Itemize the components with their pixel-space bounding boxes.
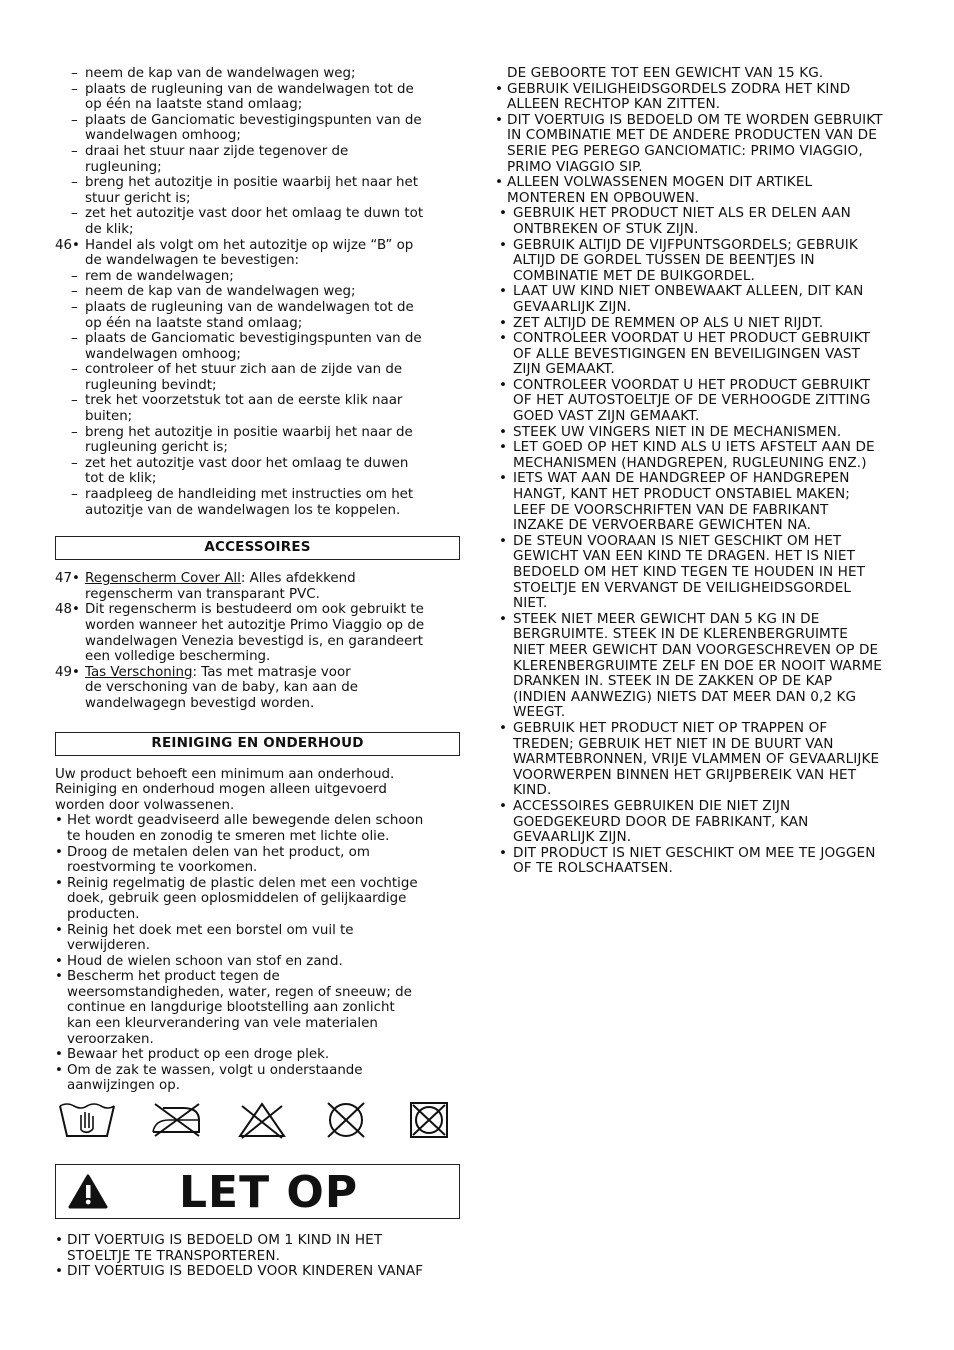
line-text: BERGRUIMTE. STEEK IN DE KLERENBERGRUIMTE [513, 626, 848, 643]
step-line [55, 440, 460, 456]
item-47-line [55, 587, 460, 603]
line-text: DIT VOERTUIG IS BEDOELD VOOR KINDEREN VANAF [67, 1263, 424, 1280]
list-marker: • [499, 610, 508, 627]
line-text: wandelwagen Venezia bevestigd is, en garandeert [85, 633, 423, 649]
line-text: TREDEN; GEBRUIK HET NIET IN DE BUURT VAN [513, 735, 834, 752]
list-marker: – [71, 284, 78, 300]
line-text: DIT VOERTUIG IS BEDOELD OM TE WORDEN GEBRUIKT [507, 111, 883, 128]
warning-line [493, 612, 903, 628]
line-text: breng het autozitje in positie waarbij het naar de [85, 424, 413, 440]
warning-line [493, 581, 903, 597]
step-line [55, 128, 460, 144]
warning-line [493, 768, 903, 784]
line-text: te houden en zonodig te smeren met lichte olie. [67, 828, 390, 844]
warning-line [493, 253, 903, 269]
line-text: op één na laatste stand omlaag; [85, 97, 303, 113]
line-text: wandelwagegn bevestigd worden. [85, 695, 315, 711]
list-marker: – [71, 81, 78, 97]
list-marker: 49• [55, 664, 80, 680]
step-line [55, 456, 460, 472]
step-line [55, 222, 460, 238]
line-text: IN COMBINATIE MET DE ANDERE PRODUCTEN VAN DE [507, 127, 877, 144]
bullet-line [55, 1063, 460, 1079]
line-text: Houd de wielen schoon van stof en zand. [67, 953, 343, 969]
line-text: GEBRUIK ALTIJD DE VIJFPUNTSGORDELS; GEBRUIK [513, 236, 858, 253]
line-text: COMBINATIE MET DE BUIKGORDEL. [513, 267, 755, 284]
list-marker: – [71, 299, 78, 315]
line-text: buiten; [85, 409, 133, 425]
list-marker: 48• [55, 602, 80, 618]
item-49-line [55, 696, 460, 712]
warning-line [493, 425, 903, 441]
line-text: ONTBREKEN OF STUK ZIJN. [513, 220, 699, 237]
step-line [55, 471, 460, 487]
list-marker: • [499, 283, 508, 300]
warning-line [493, 191, 903, 207]
list-marker: – [71, 66, 78, 81]
line-text: ALLEEN VOLWASSENEN MOGEN DIT ARTIKEL [507, 174, 813, 191]
warning-line [493, 643, 903, 659]
warning-line [493, 721, 903, 737]
line-text: MONTEREN EN OPBOUWEN. [507, 189, 700, 206]
step-line [55, 66, 460, 82]
step-line [55, 503, 460, 519]
step-line [55, 82, 460, 98]
list-marker: • [55, 813, 63, 829]
item-46-line [55, 238, 460, 254]
line-text: plaats de Ganciomatic bevestigingspunten van de [85, 331, 422, 347]
list-marker: • [55, 875, 63, 891]
list-marker: – [71, 112, 78, 128]
warning-line [55, 1264, 460, 1280]
list-marker: • [499, 797, 508, 814]
bullet-line [55, 954, 460, 970]
bullet-line [55, 923, 460, 939]
warning-line [493, 160, 903, 176]
list-marker: • [499, 439, 508, 456]
bullet-line [55, 1000, 460, 1016]
bullet-line [55, 876, 460, 892]
list-marker: – [71, 268, 78, 284]
warning-line [493, 674, 903, 690]
list-marker: – [71, 487, 78, 503]
line-text: NIET MEER GEWICHT DAN VOORGESCHREVEN OP DE [513, 641, 879, 658]
line-text: GEBRUIK HET PRODUCT NIET OP TRAPPEN OF [513, 719, 828, 736]
step-line [55, 487, 460, 503]
line-text: worden door volwassenen. [55, 797, 235, 813]
step-line [55, 331, 460, 347]
list-marker: – [71, 362, 78, 378]
list-marker: – [71, 455, 78, 471]
line-text: DE STEUN VOORAAN IS NIET GESCHIKT OM HET [513, 532, 842, 549]
line-text: DE GEBOORTE TOT EEN GEWICHT VAN 15 KG. [507, 65, 824, 81]
warning-line [493, 503, 903, 519]
line-text: STOELTJE TE TRANSPORTEREN. [67, 1247, 281, 1264]
bullet-line [55, 907, 460, 923]
line-text: MECHANISMEN (HANDGREPEN, RUGLEUNING ENZ.) [513, 454, 867, 471]
line-text: plaats de rugleuning van de wandelwagen tot de [85, 299, 414, 315]
step-line [55, 269, 460, 285]
step-line [55, 206, 460, 222]
list-marker: • [495, 174, 504, 191]
line-text: ZIJN GEMAAKT. [513, 361, 615, 378]
line-text: Reinig het doek met een borstel om vuil te [67, 922, 354, 938]
warning-line [493, 82, 903, 98]
line-text: GEVAARLIJK ZIJN. [513, 298, 632, 315]
line-text: een volledige bescherming. [85, 649, 271, 665]
item-47 [55, 571, 460, 587]
line-text: producten. [67, 906, 140, 922]
warning-line [493, 269, 903, 285]
line-text: INZAKE DE VERVOERBARE GEWICHTEN NA. [513, 517, 812, 534]
product-name-link: Regenscherm Cover All [85, 571, 241, 587]
warning-line [493, 300, 903, 316]
list-marker: • [499, 376, 508, 393]
bullet-line [55, 1016, 460, 1032]
line-text: trek het voorzetstuk tot aan de eerste klik naar [85, 393, 403, 409]
step-line [55, 300, 460, 316]
bullet-line [55, 985, 460, 1001]
step-line [55, 393, 460, 409]
line-text: ZET ALTIJD DE REMMEN OP ALS U NIET RIJDT. [513, 314, 824, 331]
list-marker: – [71, 143, 78, 159]
warning-line [493, 128, 903, 144]
warning-line [493, 752, 903, 768]
line-text: STOELTJE EN VERVANGT DE VEILIGHEIDSGORDEL [513, 579, 852, 596]
line-text: Droog de metalen delen van het product, om [67, 844, 370, 860]
line-text: verwijderen. [67, 938, 150, 954]
step-line [55, 113, 460, 129]
list-marker: • [499, 844, 508, 861]
step-line [55, 378, 460, 394]
line-text: Het wordt geadviseerd alle bewegende delen schoon [67, 813, 424, 829]
list-marker: • [55, 953, 63, 969]
warning-line [493, 471, 903, 487]
warning-line [493, 284, 903, 300]
bullet-line [55, 938, 460, 954]
warning-line [493, 97, 903, 113]
step-line [55, 284, 460, 300]
line-text: GEVAARLIJK ZIJN. [513, 829, 632, 846]
line-text: stuur gericht is; [85, 190, 191, 206]
warning-line [493, 549, 903, 565]
list-marker: – [71, 331, 78, 347]
warning-line [493, 815, 903, 831]
line-text: regenscherm van transparant PVC. [85, 586, 320, 602]
line-text: NIET. [513, 595, 548, 612]
warning-line [55, 1233, 460, 1249]
warning-line [493, 627, 903, 643]
line-text: rugleuning bevindt; [85, 377, 217, 393]
list-marker: • [499, 330, 508, 347]
line-text: GOEDGEKEURD DOOR DE FABRIKANT, KAN [513, 813, 809, 830]
warning-line [493, 206, 903, 222]
warning-line [493, 222, 903, 238]
line-text: doek, gebruik geen oplosmiddelen of gelijkaardige [67, 891, 407, 907]
warning-line [493, 456, 903, 472]
line-text: ALTIJD DE GORDEL TUSSEN DE BEENTJES IN [513, 252, 815, 269]
line-text: plaats de rugleuning van de wandelwagen tot de [85, 81, 414, 97]
line-text: GEBRUIK VEILIGHEIDSGORDELS ZODRA HET KIND [507, 80, 851, 97]
line-text: CONTROLEER VOORDAT U HET PRODUCT GEBRUIKT [513, 330, 871, 347]
line-text: HANGT, KANT HET PRODUCT ONSTABIEL MAKEN; [513, 486, 850, 503]
product-name-link: Tas Verschoning [85, 664, 193, 680]
line-text: Handel als volgt om het autozitje op wijze “B” op [85, 237, 414, 253]
line-text: Reinig regelmatig de plastic delen met een vochtige [67, 875, 418, 891]
line-text: worden wanneer het autozitje Primo Viaggio op de [85, 618, 425, 633]
warning-line [493, 175, 903, 191]
list-marker: • [55, 1232, 64, 1249]
line-text: rem de wandelwagen; [85, 268, 234, 284]
warning-line [493, 737, 903, 753]
step-line [55, 144, 460, 160]
line-text: GOED VAST ZIJN GEMAAKT. [513, 408, 700, 425]
line-text: OF ALLE BEVESTIGINGEN EN BEVEILIGINGEN VAST [513, 345, 861, 362]
line-text: wandelwagen omhoog; [85, 128, 241, 144]
line-text: DRANKEN IN. STEEK IN DE ZAKKEN OP DE KAP [513, 673, 833, 690]
section-header-accessoires: ACCESSOIRES [55, 536, 460, 560]
line-text: de verschoning van de baby, kan aan de [85, 680, 359, 696]
line-text: LET GOED OP HET KIND ALS U IETS AFSTELT AAN DE [513, 439, 875, 456]
list-marker: • [55, 844, 63, 860]
list-marker: 46• [55, 237, 80, 253]
line-text: ALLEEN RECHTOP KAN ZITTEN. [507, 96, 721, 113]
warning-line [493, 861, 903, 877]
step-line [55, 191, 460, 207]
list-marker: • [55, 922, 63, 938]
line-text: draai het stuur naar zijde tegenover de [85, 143, 349, 159]
line-text: ACCESSOIRES GEBRUIKEN DIE NIET ZIJN [513, 797, 791, 814]
step-line [55, 97, 460, 113]
warning-line [55, 1249, 460, 1265]
item-46-line [55, 253, 460, 269]
line-text: VOORWERPEN BINNEN HET GRIJPBEREIK VAN HET [513, 766, 857, 783]
warning-line [493, 362, 903, 378]
line-text: OF HET AUTOSTOELTJE OF DE VERHOOGDE ZITTING [513, 392, 871, 409]
step-line [55, 425, 460, 441]
bullet-line [55, 860, 460, 876]
line-text: autozitje van de wandelwagen los te koppelen. [85, 502, 401, 518]
step-line [55, 347, 460, 363]
line-text: CONTROLEER VOORDAT U HET PRODUCT GEBRUIKT [513, 376, 871, 393]
warning-line [493, 316, 903, 332]
warning-line [493, 596, 903, 612]
section-header-reiniging: REINIGING EN ONDERHOUD [55, 732, 460, 756]
line-text: controleer of het stuur zich aan de zijde van de [85, 362, 403, 378]
item-48-line [55, 602, 460, 618]
line-text: roestvorming te voorkomen. [67, 860, 258, 876]
line-text: breng het autozitje in positie waarbij het naar het [85, 175, 419, 191]
line-text: STEEK NIET MEER GEWICHT DAN 5 KG IN DE [513, 610, 820, 627]
warning-line [493, 487, 903, 503]
line-text: PRIMO VIAGGIO SIP. [507, 158, 643, 175]
line-text: plaats de Ganciomatic bevestigingspunten van de [85, 112, 422, 128]
line-text: rugleuning; [85, 159, 162, 175]
step-line [55, 160, 460, 176]
warning-line [493, 378, 903, 394]
warning-line [493, 347, 903, 363]
line-text: weersomstandigheden, water, regen of sneeuw; de [67, 984, 412, 1000]
list-marker: – [71, 206, 78, 222]
line-text: Dit regenscherm is bestudeerd om ook gebruikt te [85, 602, 424, 618]
list-marker: – [71, 175, 78, 191]
care-symbols [55, 1098, 460, 1146]
list-marker: • [499, 719, 508, 736]
list-marker: • [499, 236, 508, 253]
list-marker: • [55, 969, 63, 985]
list-marker: • [499, 532, 508, 549]
line-text: DIT VOERTUIG IS BEDOELD OM 1 KIND IN HET [67, 1232, 383, 1249]
warning-line [493, 409, 903, 425]
line-text: LEEF DE VOORSCHRIFTEN VAN DE FABRIKANT [513, 501, 829, 518]
bullet-line [55, 1078, 460, 1094]
line-text: de klik; [85, 221, 134, 237]
line-text: LAAT UW KIND NIET ONBEWAAKT ALLEEN, DIT KAN [513, 283, 864, 300]
line-text: veroorzaken. [67, 1031, 154, 1047]
warning-line [493, 66, 903, 82]
bullet-line [55, 845, 460, 861]
paragraph-line [55, 798, 460, 814]
line-text: op één na laatste stand omlaag; [85, 315, 303, 331]
line-text: raadpleeg de handleiding met instructies om het [85, 487, 414, 503]
line-text: KIND. [513, 782, 552, 799]
warning-banner [55, 1164, 460, 1219]
line-text: WEEGT. [513, 704, 566, 721]
paragraph-line [55, 767, 460, 783]
step-line [55, 175, 460, 191]
warning-line [493, 113, 903, 129]
line-text: Bewaar het product op een droge plek. [67, 1047, 330, 1063]
warning-line [493, 238, 903, 254]
list-marker: • [55, 1047, 63, 1063]
warning-line [493, 830, 903, 846]
item-49 [55, 665, 460, 681]
list-marker: • [55, 1263, 64, 1280]
line-text: STEEK UW VINGERS NIET IN DE MECHANISMEN. [513, 423, 842, 440]
item-48-line [55, 649, 460, 665]
warning-line [493, 783, 903, 799]
list-marker: • [495, 111, 504, 128]
bullet-line [55, 891, 460, 907]
line-text: WARMTEBRONNEN, VRIJE VLAMMEN OF GEVAARLIJKE [513, 751, 880, 768]
warning-line [493, 144, 903, 160]
warning-line [493, 393, 903, 409]
list-marker: • [499, 423, 508, 440]
warning-line [493, 565, 903, 581]
line-text: BEDOELD OM HET KIND TEGEN TE HOUDEN IN HET [513, 564, 866, 580]
bullet-line [55, 829, 460, 845]
item-48-line [55, 634, 460, 650]
list-marker: – [71, 424, 78, 440]
right-column [493, 66, 903, 877]
warning-line [493, 799, 903, 815]
list-marker: • [499, 470, 508, 487]
step-line [55, 316, 460, 332]
warning-line [493, 846, 903, 862]
line-text: tot de klik; [85, 471, 157, 487]
list-marker: • [495, 80, 504, 97]
line-text: (INDIEN AANWEZIG) NIETS DAT MEER DAN 0,2 KG [513, 688, 857, 705]
line-text: : Alles afdekkend [240, 571, 356, 587]
list-marker: 47• [55, 571, 80, 587]
line-text: GEWICHT VAN EEN KIND TE DRAGEN. HET IS NIET [513, 548, 856, 565]
warning-line [493, 705, 903, 721]
line-text: Bescherm het product tegen de [67, 969, 280, 985]
warning-title: LET OP [179, 1167, 359, 1219]
line-text: DIT PRODUCT IS NIET GESCHIKT OM MEE TE JOGGEN [513, 844, 876, 861]
line-text: neem de kap van de wandelwagen weg; [85, 66, 356, 81]
left-column [55, 66, 460, 1280]
list-marker: – [71, 393, 78, 409]
bullet-line [55, 1047, 460, 1063]
line-text: OF TE ROLSCHAATSEN. [513, 860, 673, 877]
list-marker: • [499, 205, 508, 222]
warning-line [493, 440, 903, 456]
warning-line [493, 331, 903, 347]
bullet-line [55, 1032, 460, 1048]
line-text: zet het autozitje vast door het omlaag te duwen [85, 455, 409, 471]
list-marker: • [499, 314, 508, 331]
line-text: de wandelwagen te bevestigen: [85, 253, 300, 269]
line-text: : Tas met matrasje voor [192, 664, 351, 680]
list-marker: • [55, 1062, 63, 1078]
line-text: kan een kleurverandering van vele materialen [67, 1016, 378, 1032]
line-text: continue en langdurige blootstelling aan zonlicht [67, 1000, 395, 1016]
line-text: Reiniging en onderhoud mogen alleen uitgevoerd [55, 782, 387, 798]
line-text: aanwijzingen op. [67, 1078, 180, 1094]
line-text: Uw product behoeft een minimum aan onderhoud. [55, 766, 395, 782]
paragraph-line [55, 782, 460, 798]
item-49-line [55, 680, 460, 696]
bullet-line [55, 813, 460, 829]
warning-line [493, 518, 903, 534]
line-text: KLERENBERGRUIMTE ZELF EN DOE ER NOOIT WARME [513, 657, 882, 674]
step-line [55, 362, 460, 378]
line-text: GEBRUIK HET PRODUCT NIET ALS ER DELEN AAN [513, 205, 851, 222]
line-text: SERIE PEG PEREGO GANCIOMATIC: PRIMO VIAGGIO, [507, 142, 863, 159]
warning-line [493, 534, 903, 550]
line-text: rugleuning gericht is; [85, 440, 228, 456]
item-48-line [55, 618, 460, 634]
warning-line [493, 659, 903, 675]
warning-line [493, 690, 903, 706]
line-text: neem de kap van de wandelwagen weg; [85, 284, 356, 300]
bullet-line [55, 969, 460, 985]
line-text: zet het autozitje vast door het omlaag te duwn tot [85, 206, 424, 222]
line-text: wandelwagen omhoog; [85, 346, 241, 362]
line-text: IETS WAT AAN DE HANDGREEP OF HANDGREPEN [513, 470, 850, 487]
line-text: Om de zak te wassen, volgt u onderstaande [67, 1062, 363, 1078]
step-line [55, 409, 460, 425]
